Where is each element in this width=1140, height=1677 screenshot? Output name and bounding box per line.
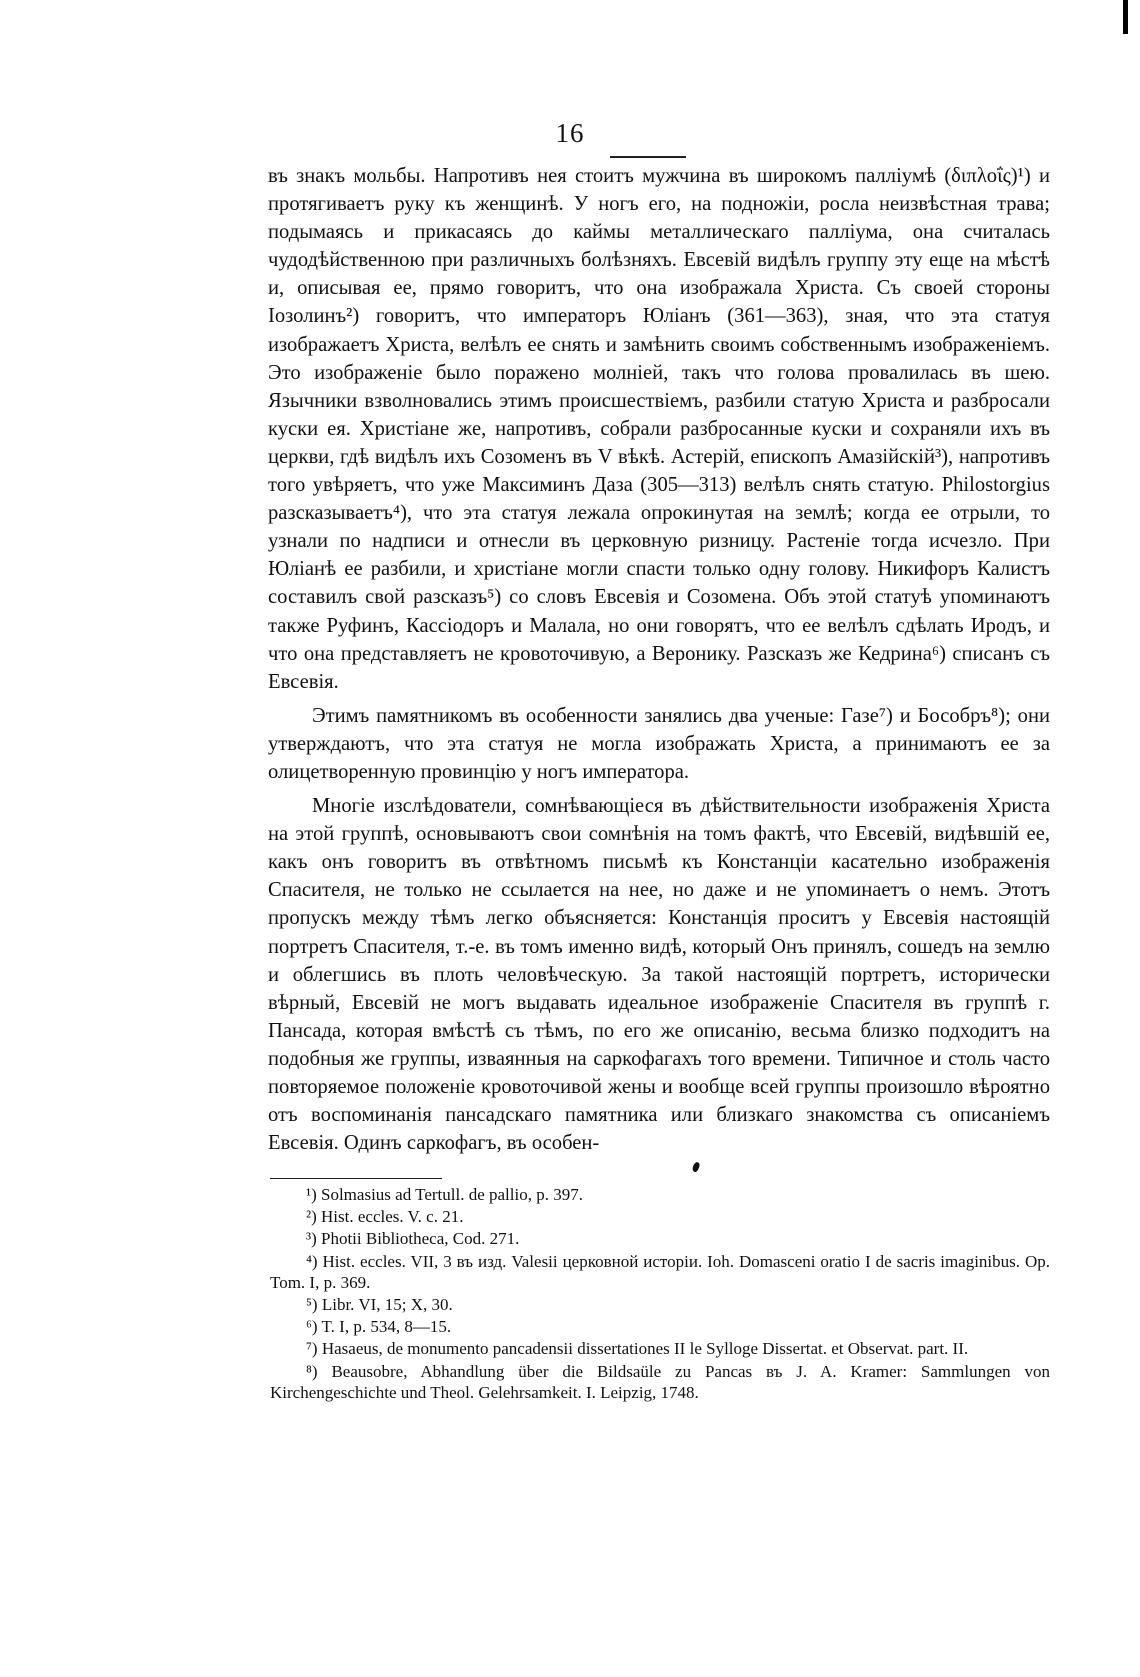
footnote: ²) Hist. eccles. V. c. 21.: [306, 1207, 464, 1227]
paragraph: Этимъ памятникомъ въ особенности занялись два ученые: Газе⁷) и Бособръ⁸); они утверждаютъ, что эта статуя не могла изображать Христа, а принимаютъ ее за олицетворенную провинцію у ногъ императора.: [268, 704, 1050, 783]
paragraph: въ знакъ мольбы. Напротивъ нея стоитъ мужчина въ широкомъ палліумѣ (διπλοΐς)¹) и протягиваетъ руку къ женщинѣ. У ногъ его, на подножіи, росла неизвѣстная трава; подымаясь и прикасаясь до каймы металлическаго палліума, она считалась чудодѣйственною при различныхъ болѣзняхъ. Евсевій видѣлъ группу эту еще на мѣстѣ и, описывая ее, прямо говоритъ, что она изображала Христа. Съ своей стороны Іозолинъ²) говоритъ, что императоръ Юліанъ (361—363), зная, что эта статуя изображаетъ Христа, велѣлъ ее снять и замѣнить своимъ собственнымъ изображеніемъ. Это изображеніе было поражено молніей, такъ что голова провалилась въ шею. Язычники взволновались этимъ происшествіемъ, разбили статую Христа и разбросали куски ея. Христіане же, напротивъ, собрали разбросанные куски и сохраняли ихъ въ церкви, гдѣ видѣлъ ихъ Созоменъ въ V вѣкѣ. Астерій, епископъ Амазійскій³), напротивъ того увѣряетъ, что уже Максиминъ Даза (305—313) велѣлъ снять статую. Philostorgius разсказываетъ⁴), что эта статуя лежала опрокинутая на землѣ; когда ее отрыли, то узнали по надписи и отнесли въ церковную ризницу. Растеніе тогда исчезло. При Юліанѣ ее разбили, и христіане могли спасти только одну голову. Никифоръ Калистъ составилъ свой разсказъ⁵) со словъ Евсевія и Созомена. Объ этой статуѣ упоминаютъ также Руфинъ, Кассіодоръ и Малала, но они говорятъ, что ее велѣлъ сдѣлать Иродъ, и что она представляетъ не кровоточивую, а Веронику. Разсказъ же Кедрина⁶) списанъ съ Евсевія.: [268, 165, 1050, 693]
main-text: [268, 162, 1050, 1163]
footnote: ⁸) Beausobre, Abhandlung über die Bildsaüle zu Pancas въ J. A. Kramer: Sammlungen von Kirchengeschichte und Theol. Gelehrsamkeit. I. Leipzig, 1748.: [270, 1361, 1050, 1402]
scan-edge-mark: [1123, 0, 1128, 34]
page-number: 16: [555, 118, 585, 148]
footnote: ¹) Solmasius ad Tertull. de pallio, p. 397.: [306, 1185, 583, 1204]
footnote: ⁶) T. I, p. 534, 8—15.: [306, 1317, 452, 1337]
footnote: ⁵) Libr. VI, 15; X, 30.: [306, 1295, 453, 1315]
footnotes: [270, 1184, 1050, 1404]
footnote: ³) Photii Bibliotheca, Cod. 271.: [306, 1229, 520, 1249]
page-number-underline: [610, 156, 686, 158]
footnote-divider: [270, 1178, 442, 1179]
footnote: ⁷) Hasaeus, de monumento pancadensii dissertationes II le Sylloge Dissertat. et Observat. part. II.: [306, 1339, 969, 1359]
footnote: ⁴) Hist. eccles. VII, 3 въ изд. Valesii церковной исторіи. Ioh. Domasceni oratio I de sacris imaginibus. Op. Tom. I, p. 369.: [270, 1251, 1050, 1292]
paragraph: Многіе изслѣдователи, сомнѣвающіеся въ дѣйствительности изображенія Христа на этой группѣ, основываютъ свои сомнѣнія на томъ фактѣ, что Евсевій, видѣвшій ее, какъ онъ говоритъ въ отвѣтномъ письмѣ къ Констанціи касательно изображенія Спасителя, не только не ссылается на нее, но даже и не упоминаетъ о немъ. Этотъ пропускъ между тѣмъ легко объясняется: Констанція проситъ у Евсевія настоящій портретъ Спасителя, т.-е. въ томъ именно видѣ, который Онъ принялъ, сошедъ на землю и облегшись въ плоть человѣческую. За такой настоящій портретъ, исторически вѣрный, Евсевій не могъ выдавать идеальное изображеніе Спасителя въ группѣ г. Пансада, которая вмѣстѣ съ тѣмъ, по его же описанію, весьма близко подходитъ на подобныя же группы, изваянныя на саркофагахъ того времени. Типичное и столь часто повторяемое положеніе кровоточивой жены и вообще всей группы произошло вѣроятно отъ воспоминанія пансадскаго памятника или близкаго знакомства съ описаніемъ Евсевія. Одинъ саркофагъ, въ особен-: [268, 795, 1050, 1155]
